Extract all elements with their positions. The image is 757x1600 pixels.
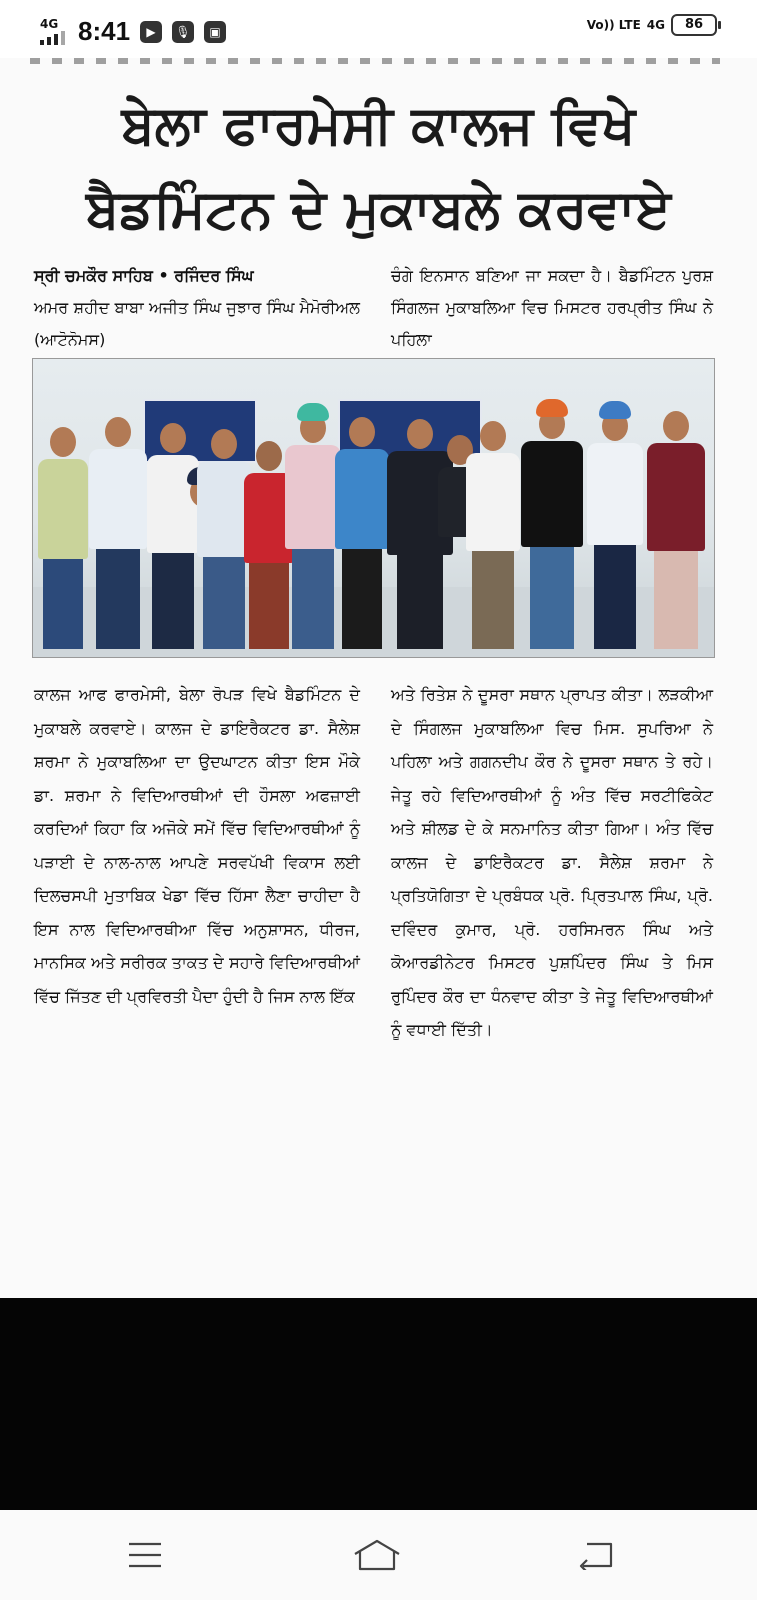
article-body-right: ਅਤੇ ਰਿਤੇਸ਼ ਨੇ ਦੂਸਰਾ ਸਥਾਨ ਪ੍ਰਾਪਤ ਕੀਤਾ। ਲੜਕੀਆ ਦੇ ਸਿੰਗਲਜ ਮੁਕਾਬਲਿਆ ਵਿਚ ਮਿਸ. ਸੁਪਰਿਆ ਨੇ ਪਹਿਲਾ ਅਤੇ ਗਗਨਦੀਪ ਕੌਰ ਨੇ ਦੂਸਰਾ ਸਥਾਨ ਤੇ ਰਹੇ। ਜੇਤੂ ਰਹੇ ਵਿਦਿਆਰਥੀਆਂ ਨੂੰ ਅੰਤ ਵਿੱਚ ਸਰਟੀਫਿਕੇਟ ਅਤੇ ਸ਼ੀਲਡ ਦੇ ਕੇ ਸਨਮਾਨਿਤ ਕੀਤਾ ਗਿਆ। ਅੰਤ ਵਿੱਚ ਕਾਲਜ ਦੇ ਡਾਇਰੈਕਟਰ ਡਾ. ਸੈਲੇਸ਼ ਸ਼ਰਮਾ ਨੇ ਪ੍ਰਤਿਯੋਗਿਤਾ ਦੇ ਪ੍ਰਬੰਧਕ ਪ੍ਰੋ. ਪ੍ਰਿਤਪਾਲ ਸਿੰਘ, ਪ੍ਰੋ. ਦਵਿੰਦਰ ਕੁਮਾਰ, ਪ੍ਰੋ. ਹਰਸਿਮਰਨ ਸਿੰਘ ਅਤੇ ਕੋਆਰਡੀਨੇਟਰ ਮਿਸਟਰ ਪੁਸ਼ਪਿੰਦਰ ਸਿੰਘ ਤੇ ਮਿਸ ਰੁਪਿੰਦਰ ਕੌਰ ਦਾ ਧੰਨਵਾਦ ਕੀਤਾ ਤੇ ਜੇਤੂ ਵਿਦਿਆਰਥੀਆਂ ਨੂੰ ਵਧਾਈ ਦਿੱਤੀ। <box>391 685 713 1039</box>
navigation-bar <box>0 1510 757 1600</box>
network-type-right: 4G <box>646 18 665 32</box>
byline-block <box>34 260 360 356</box>
clipping-cut-edge <box>30 58 720 64</box>
network-type-left: 4G <box>40 16 59 31</box>
clock: 8:41 <box>78 16 131 46</box>
photo-person <box>585 411 645 649</box>
article-column-right <box>391 678 713 1047</box>
photo-person <box>37 427 89 649</box>
headline-line-2: ਬੈਡਮਿੰਟਨ ਦੇ ਮੁਕਾਬਲੇ ਕਰਵਾਏ <box>86 179 671 240</box>
headline <box>0 84 757 252</box>
status-bar <box>0 0 757 58</box>
top-right-text: ਚੰਗੇ ਇਨਸਾਨ ਬਣਿਆ ਜਾ ਸਕਦਾ ਹੈ। ਬੈਡਮਿੰਟਨ ਪੁਰਸ਼ ਸਿੰਗਲਜ ਮੁਕਾਬਲਿਆ ਵਿਚ ਮਿਸਟਰ ਹਰਪ੍ਰੀਤ ਸਿੰਘ ਨੇ ਪਹਿਲਾ <box>391 266 713 349</box>
battery-icon: 86 <box>671 14 717 36</box>
intro-text: ਅਮਰ ਸ਼ਹੀਦ ਬਾਬਾ ਅਜੀਤ ਸਿੰਘ ਜੁਝਾਰ ਸਿੰਘ ਮੈਮੋਰੀਅਲ (ਆਟੋਨੋਮਸ) <box>34 298 360 349</box>
menu-icon <box>127 1541 163 1569</box>
photo-person <box>463 421 523 649</box>
black-area <box>0 1298 757 1510</box>
news-clipping <box>0 58 757 1298</box>
signal-icon <box>40 16 68 45</box>
headline-line-1: ਬੇਲਾ ਫਾਰਮੇਸੀ ਕਾਲਜ ਵਿਖੇ <box>121 95 636 156</box>
byline: ਸ੍ਰੀ ਚਮਕੌਰ ਸਾਹਿਬ • ਰਜਿੰਦਰ ਸਿੰਘ <box>34 266 254 285</box>
menu-button[interactable] <box>120 1535 170 1575</box>
home-button[interactable] <box>352 1535 402 1575</box>
briefcase-icon: ▣ <box>204 21 226 43</box>
photo-person <box>645 411 707 649</box>
volte-indicator: Vo)) LTE <box>586 18 641 32</box>
back-icon <box>577 1540 617 1570</box>
group-photo <box>32 358 715 658</box>
photo-person <box>519 409 585 649</box>
mic-icon: 🎙 <box>172 21 194 43</box>
youtube-icon: ▶ <box>140 21 162 43</box>
article-column-left <box>34 678 360 1013</box>
article-body-left: ਕਾਲਜ ਆਫ ਫਾਰਮੇਸੀ, ਬੇਲਾ ਰੋਪੜ ਵਿਖੇ ਬੈਡਮਿੰਟਨ ਦੇ ਮੁਕਾਬਲੇ ਕਰਵਾਏ। ਕਾਲਜ ਦੇ ਡਾਇਰੈਕਟਰ ਡਾ. ਸੈਲੇਸ਼ ਸ਼ਰਮਾ ਨੇ ਮੁਕਾਬਲਿਆ ਦਾ ਉਦਘਾਟਨ ਕੀਤਾ ਇਸ ਮੌਕੇ ਡਾ. ਸ਼ਰਮਾ ਨੇ ਵਿਦਿਆਰਥੀਆਂ ਦੀ ਹੌਸਲਾ ਅਫਜ਼ਾਈ ਕਰਦਿਆਂ ਕਿਹਾ ਕਿ ਅਜੋਕੇ ਸਮੇਂ ਵਿੱਚ ਵਿਦਿਆਰਥੀਆਂ ਨੂੰ ਪੜਾਈ ਦੇ ਨਾਲ-ਨਾਲ ਆਪਣੇ ਸਰਵਪੱਖੀ ਵਿਕਾਸ ਲਈ ਦਿਲਚਸਪੀ ਮੁਤਾਬਿਕ ਖੇਡਾ ਵਿੱਚ ਹਿੱਸਾ ਲੈਣਾ ਚਾਹੀਦਾ ਹੈ ਇਸ ਨਾਲ ਵਿਦਿਆਰਥੀਆ ਵਿੱਚ ਅਨੁਸ਼ਾਸਨ, ਧੀਰਜ, ਮਾਨਸਿਕ ਅਤੇ ਸਰੀਰਕ ਤਾਕਤ ਦੇ ਸਹਾਰੇ ਵਿਦਿਆਰਥੀਆਂ ਵਿੱਚ ਜਿੱਤਣ ਦੀ ਪ੍ਰਵਿਰਤੀ ਪੈਦਾ ਹੁੰਦੀ ਹੈ ਜਿਸ ਨਾਲ ਇੱਕ <box>34 685 360 1006</box>
photo-person <box>333 417 391 649</box>
photo-person <box>145 423 201 649</box>
home-icon <box>352 1538 402 1572</box>
photo-person <box>87 417 149 649</box>
back-button[interactable] <box>572 1535 622 1575</box>
